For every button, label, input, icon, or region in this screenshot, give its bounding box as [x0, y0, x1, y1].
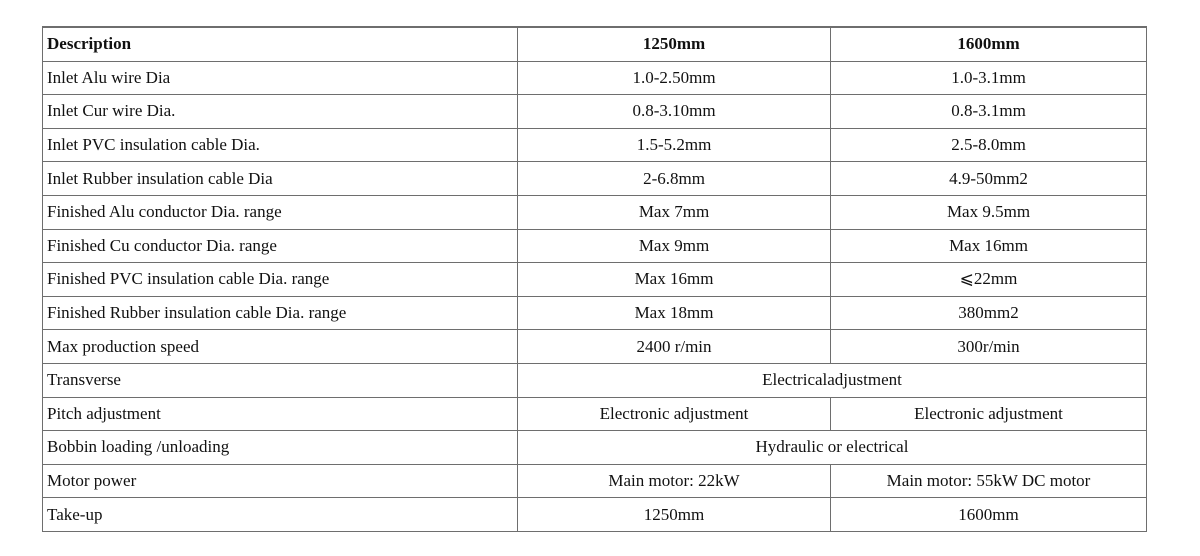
- table-row: [43, 263, 1147, 297]
- specification-table: [42, 26, 1147, 532]
- cell-1250: Main motor: 22kW: [518, 464, 831, 498]
- row-label: Motor power: [43, 464, 518, 498]
- cell-1250: 2400 r/min: [518, 330, 831, 364]
- row-label: Inlet Rubber insulation cable Dia: [43, 162, 518, 196]
- row-label: Pitch adjustment: [43, 397, 518, 431]
- row-label: Finished PVC insulation cable Dia. range: [43, 263, 518, 297]
- row-label: Finished Rubber insulation cable Dia. range: [43, 296, 518, 330]
- table-row: [43, 162, 1147, 196]
- row-label: Finished Alu conductor Dia. range: [43, 195, 518, 229]
- row-label: Inlet Cur wire Dia.: [43, 95, 518, 129]
- table-row: [43, 330, 1147, 364]
- cell-1600: ⩽22mm: [831, 263, 1147, 297]
- table-row: [43, 363, 1147, 397]
- cell-1600: 2.5-8.0mm: [831, 128, 1147, 162]
- cell-1250: Max 18mm: [518, 296, 831, 330]
- spec-table-container: [42, 26, 1146, 532]
- cell-1250: Max 7mm: [518, 195, 831, 229]
- cell-merged: Electricaladjustment: [518, 363, 1147, 397]
- cell-1600: Electronic adjustment: [831, 397, 1147, 431]
- cell-1600: 0.8-3.1mm: [831, 95, 1147, 129]
- row-label: Inlet Alu wire Dia: [43, 61, 518, 95]
- row-label: Transverse: [43, 363, 518, 397]
- cell-1600: 300r/min: [831, 330, 1147, 364]
- header-model-1600: 1600mm: [831, 27, 1147, 61]
- table-row: [43, 95, 1147, 129]
- cell-1600: Main motor: 55kW DC motor: [831, 464, 1147, 498]
- row-label: Bobbin loading /unloading: [43, 431, 518, 465]
- header-description: Description: [43, 27, 518, 61]
- cell-1600: 4.9-50mm2: [831, 162, 1147, 196]
- cell-1600: 380mm2: [831, 296, 1147, 330]
- table-row: [43, 431, 1147, 465]
- row-label: Take-up: [43, 498, 518, 532]
- header-model-1250: 1250mm: [518, 27, 831, 61]
- table-row: [43, 229, 1147, 263]
- table-row: [43, 61, 1147, 95]
- cell-1250: Max 9mm: [518, 229, 831, 263]
- cell-1600: Max 9.5mm: [831, 195, 1147, 229]
- table-row: [43, 397, 1147, 431]
- table-row: [43, 296, 1147, 330]
- cell-1600: 1600mm: [831, 498, 1147, 532]
- cell-1250: 1250mm: [518, 498, 831, 532]
- cell-1250: Max 16mm: [518, 263, 831, 297]
- cell-1600: Max 16mm: [831, 229, 1147, 263]
- row-label: Finished Cu conductor Dia. range: [43, 229, 518, 263]
- table-header-row: [43, 27, 1147, 61]
- cell-1250: 1.0-2.50mm: [518, 61, 831, 95]
- cell-1250: 1.5-5.2mm: [518, 128, 831, 162]
- row-label: Inlet PVC insulation cable Dia.: [43, 128, 518, 162]
- row-label: Max production speed: [43, 330, 518, 364]
- cell-1250: 2-6.8mm: [518, 162, 831, 196]
- table-row: [43, 498, 1147, 532]
- table-row: [43, 195, 1147, 229]
- cell-1600: 1.0-3.1mm: [831, 61, 1147, 95]
- cell-1250: 0.8-3.10mm: [518, 95, 831, 129]
- cell-1250: Electronic adjustment: [518, 397, 831, 431]
- table-row: [43, 128, 1147, 162]
- cell-merged: Hydraulic or electrical: [518, 431, 1147, 465]
- table-row: [43, 464, 1147, 498]
